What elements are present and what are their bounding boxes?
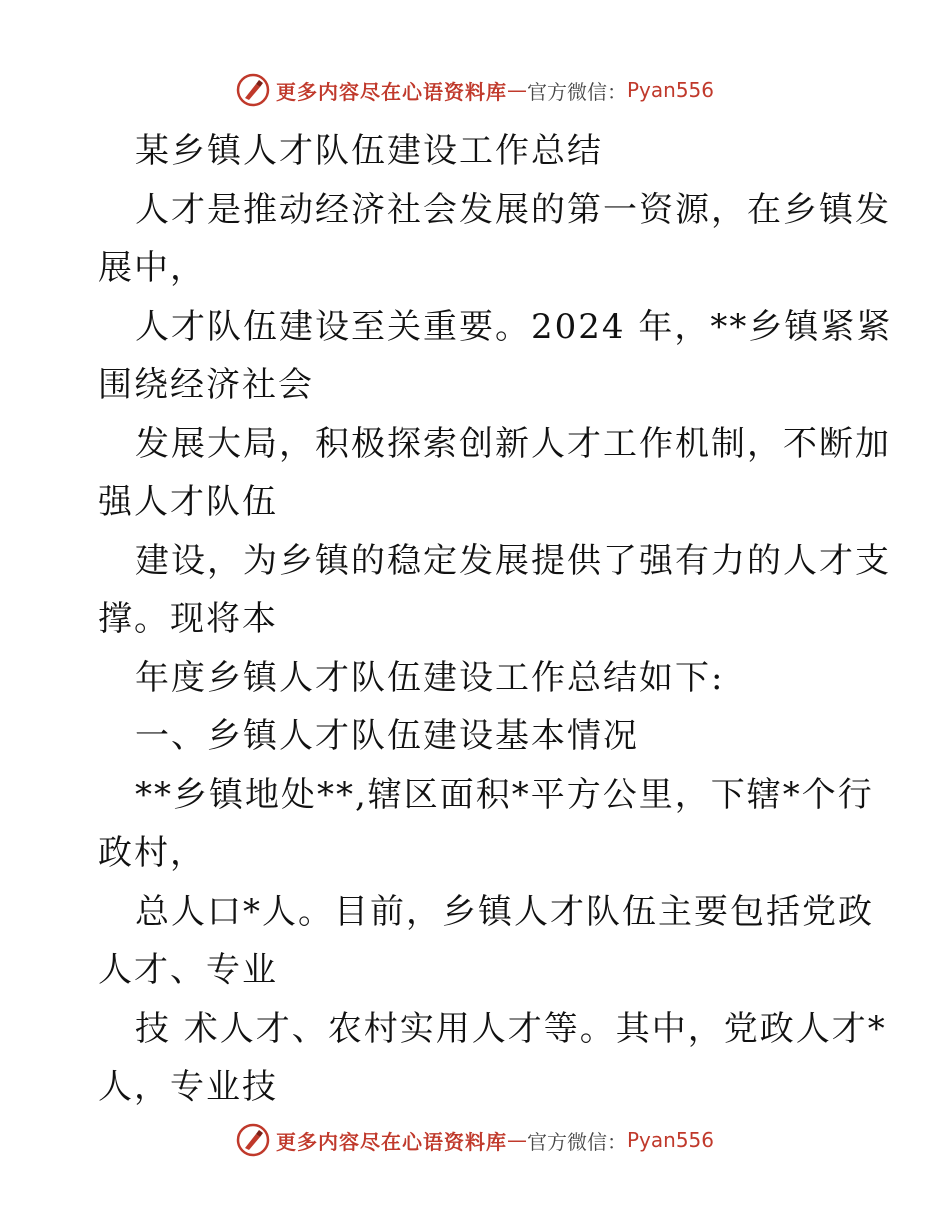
banner-dash: — [506, 1128, 527, 1152]
text-line: 撑。现将本 [98, 599, 278, 639]
pen-logo-icon [236, 1123, 270, 1157]
text-line: 年度乡镇人才队伍建设工作总结如下: [135, 657, 725, 698]
text-line: 建设，为乡镇的稳定发展提供了强有力的人才支 [135, 540, 891, 581]
text-line: 发展大局，积极探索创新人才工作机制，不断加 [135, 423, 891, 464]
text-line: 人才队伍建设至关重要。2024 年，**乡镇紧紧 [135, 306, 893, 347]
text-line: 人才是推动经济社会发展的第一资源，在乡镇发 [135, 189, 891, 230]
text-line: 展中， [98, 248, 206, 288]
banner-dash: — [506, 78, 527, 102]
text-line: 人才、专业 [98, 950, 278, 990]
text-line: 某乡镇人才队伍建设工作总结 [135, 131, 603, 171]
footer-banner [0, 1120, 950, 1160]
text-line: 强人才队伍 [98, 482, 278, 522]
pen-logo-icon [236, 73, 270, 107]
header-banner [0, 70, 950, 110]
banner-main-text: 更多内容尽在心语资料库 [275, 79, 507, 104]
document-body [98, 122, 893, 1117]
banner-sub-text: 官方微信： [526, 79, 627, 104]
text-line: 人，专业技 [98, 1067, 278, 1107]
text-line: 政村， [98, 833, 206, 873]
banner-handle: Pyan556 [626, 78, 714, 102]
text-line: 一、乡镇人才队伍建设基本情况 [135, 716, 639, 756]
banner-sub-text: 官方微信： [526, 1129, 627, 1154]
text-line: 围绕经济社会 [98, 365, 314, 405]
text-line: 技 术人才、农村实用人才等。其中，党政人才* [135, 1008, 887, 1049]
banner-handle: Pyan556 [626, 1128, 714, 1152]
banner-main-text: 更多内容尽在心语资料库 [275, 1129, 507, 1154]
text-line: 总人口*人。目前，乡镇人才队伍主要包括党政 [135, 891, 874, 932]
text-line: **乡镇地处**,辖区面积*平方公里，下辖*个行 [135, 774, 874, 815]
